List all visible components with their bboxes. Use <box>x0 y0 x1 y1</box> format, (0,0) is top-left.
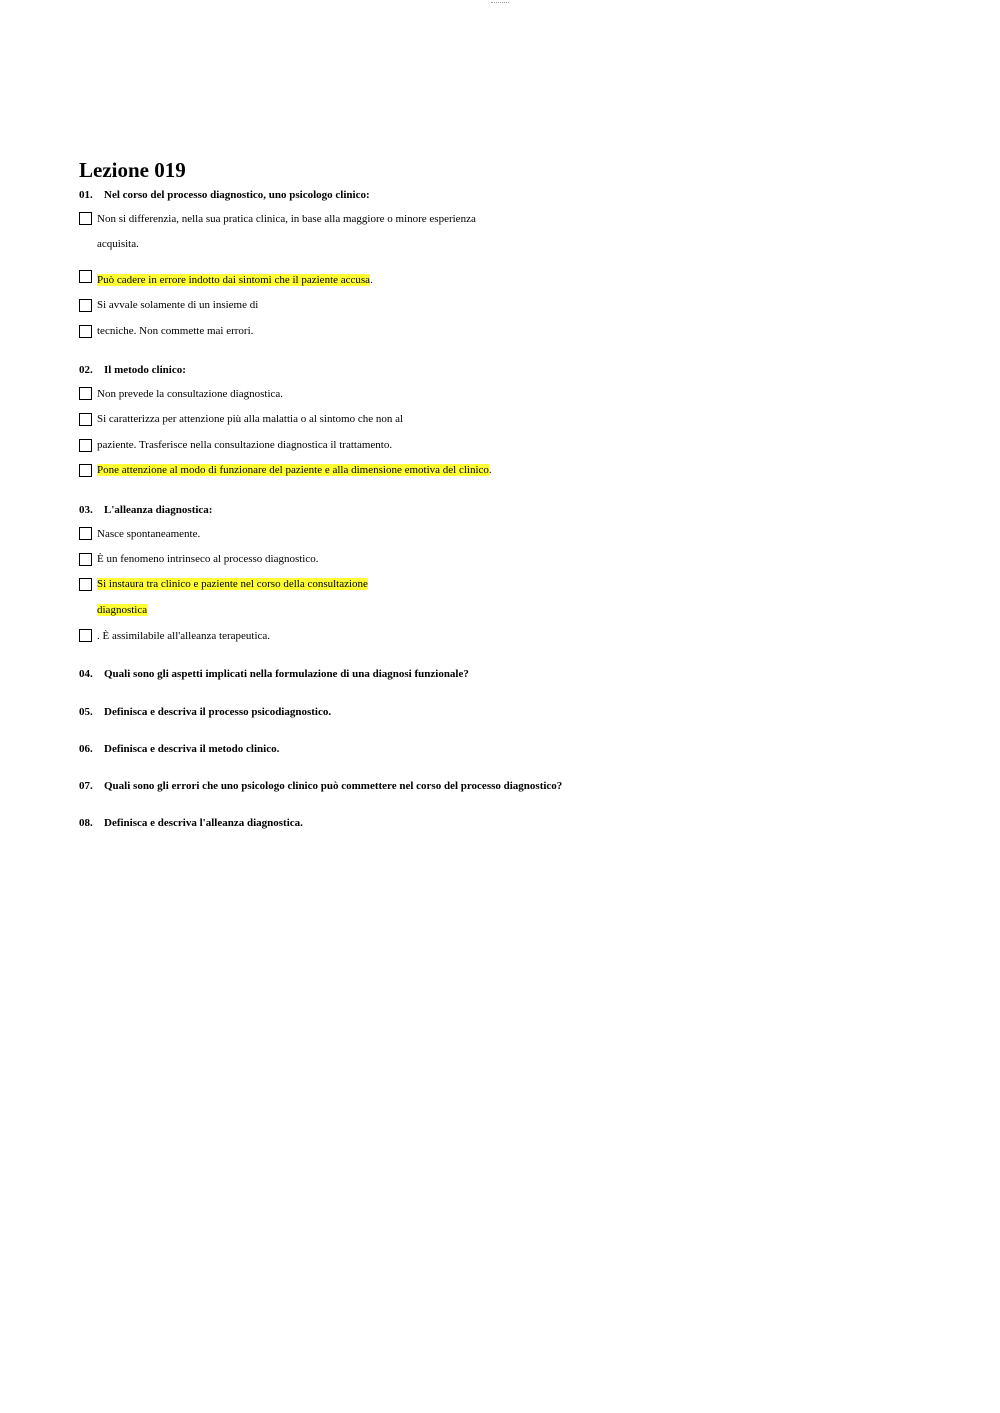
question-text: Quali sono gli errori che uno psicologo clinico può commettere nel corso del processo diagnostico? <box>104 780 563 792</box>
question-number: 07. <box>79 780 93 792</box>
question-number: 05. <box>79 706 93 718</box>
option-text-correct <box>97 273 373 287</box>
option-text: . È assimilabile all'alleanza terapeutica. <box>97 630 271 642</box>
highlighted-answer: diagnostica <box>97 604 148 616</box>
question-number: 02. <box>79 364 93 376</box>
question-number: 03. <box>79 504 93 516</box>
option-text: tecniche. Non commette mai errori. <box>97 325 254 337</box>
page-top-mark <box>491 0 509 3</box>
option-text: Non prevede la consultazione diagnostica. <box>97 388 284 400</box>
question-text: Definisca e descriva l'alleanza diagnostica. <box>104 817 303 829</box>
question-03 <box>79 503 212 517</box>
highlighted-answer: Pone attenzione al modo di funzionare del paziente e alla dimensione emotiva del clinico <box>97 464 489 476</box>
option-checkbox[interactable] <box>79 413 92 426</box>
option-checkbox[interactable] <box>79 439 92 452</box>
question-text: Definisca e descriva il metodo clinico. <box>104 743 280 755</box>
question-text: Quali sono gli aspetti implicati nella formulazione di una diagnosi funzionale? <box>104 668 469 680</box>
option-checkbox[interactable] <box>79 270 92 283</box>
option-text-continuation: acquisita. <box>97 238 139 250</box>
question-04 <box>79 667 469 681</box>
page-title: Lezione 019 <box>79 158 186 182</box>
option-checkbox[interactable] <box>79 387 92 400</box>
option-checkbox[interactable] <box>79 578 92 591</box>
option-text-correct-continuation <box>97 603 147 617</box>
question-02 <box>79 363 186 377</box>
option-checkbox[interactable] <box>79 527 92 540</box>
question-text: Definisca e descriva il processo psicodiagnostico. <box>104 706 332 718</box>
question-number: 01. <box>79 189 93 201</box>
option-text: Si avvale solamente di un insieme di <box>97 299 259 311</box>
option-text: Si caratterizza per attenzione più alla malattia o al sintomo che non al <box>97 413 404 425</box>
question-06 <box>79 742 279 756</box>
question-05 <box>79 705 331 719</box>
question-text: Nel corso del processo diagnostico, uno psicologo clinico: <box>104 189 370 201</box>
question-08 <box>79 816 303 830</box>
highlighted-answer: Può cadere in errore indotto dai sintomi che il paziente accusa <box>97 274 371 286</box>
option-text: Nasce spontaneamente. <box>97 528 201 540</box>
option-text: paziente. Trasferisce nella consultazione diagnostica il trattamento. <box>97 439 393 451</box>
highlighted-answer: Si instaura tra clinico e paziente nel corso della consultazione <box>97 578 368 590</box>
option-text-correct <box>97 577 368 591</box>
option-checkbox[interactable] <box>79 212 92 225</box>
question-07 <box>79 779 562 793</box>
option-checkbox[interactable] <box>79 553 92 566</box>
option-text-correct <box>97 463 492 477</box>
option-checkbox[interactable] <box>79 629 92 642</box>
question-number: 06. <box>79 743 93 755</box>
option-suffix: . <box>488 464 492 476</box>
option-checkbox[interactable] <box>79 325 92 338</box>
question-number: 04. <box>79 668 93 680</box>
option-text: Non si differenzia, nella sua pratica clinica, in base alla maggiore o minore esperienza <box>97 213 476 225</box>
option-checkbox[interactable] <box>79 299 92 312</box>
question-text: L'alleanza diagnostica: <box>104 504 213 516</box>
question-number: 08. <box>79 817 93 829</box>
option-text: È un fenomeno intrinseco al processo diagnostico. <box>97 553 319 565</box>
question-text: Il metodo clinico: <box>104 364 186 376</box>
option-suffix: . <box>370 274 373 286</box>
question-01 <box>79 188 370 202</box>
option-checkbox[interactable] <box>79 464 92 477</box>
